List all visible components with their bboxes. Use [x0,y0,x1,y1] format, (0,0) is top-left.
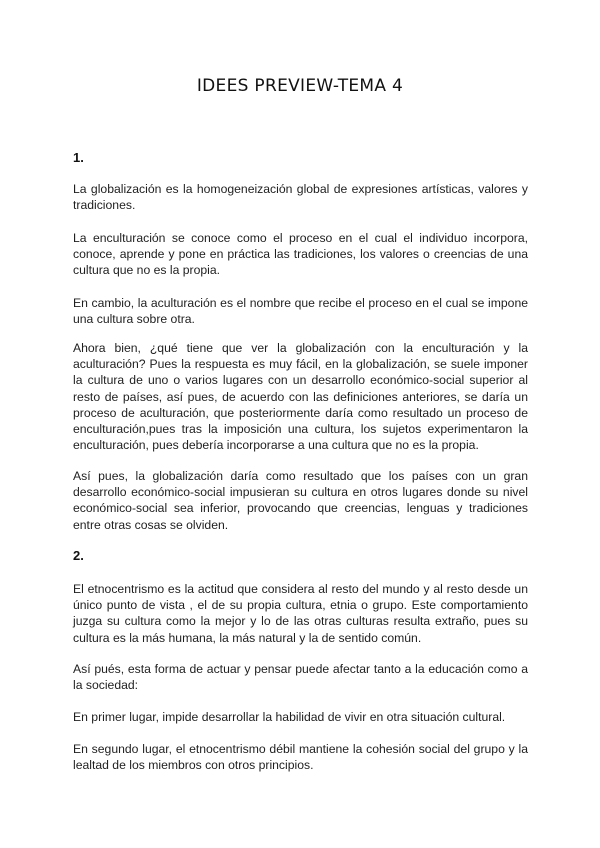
section-2-paragraph-4: En segundo lugar, el etnocentrismo débil mantiene la cohesión social del grupo y la lealtad de los miembros con otros principios. [73,742,528,773]
section-1-heading: 1. [73,150,84,165]
section-2-heading: 2. [73,548,84,563]
section-1-paragraph-3: En cambio, la aculturación es el nombre que recibe el proceso en el cual se impone una cultura sobre otra. [73,296,528,327]
document-title: IDEES PREVIEW-TEMA 4 [196,76,404,96]
section-1-paragraph-1: La globalización es la homogeneización global de expresiones artísticas, valores y tradiciones. [73,182,528,213]
section-2-paragraph-3: En primer lugar, impide desarrollar la habilidad de vivir en otra situación cultural. [73,710,506,724]
section-2-paragraph-2: Así pués, esta forma de actuar y pensar puede afectar tanto a la educación como a la sociedad: [73,662,528,693]
section-1-paragraph-4: Ahora bien, ¿qué tiene que ver la globalización con la enculturación y la aculturación? Pues la respuesta es muy fácil, en la globalización, se suele imponer la cultura de uno o varios lugares con un desarrollo económico-social superior al resto de países, así pues, de acuerdo con las definiciones anteriores, se daría un proceso de aculturación, que posteriormente daría como resultado un proceso de enculturación,pues tras la imposición una cultura, los sujetos experimentaron la enculturación, pues debería incorporarse a una cultura que no es la propia. [73,341,528,453]
section-2-paragraph-1: El etnocentrismo es la actitud que considera al resto del mundo y al resto desde un único punto de vista , el de su propia cultura, etnia o grupo. Este comportamiento juzga su cultura como la mejor y lo de las otras culturas resulta extraño, pues su cultura es la más humana, la más natural y la de sentido común. [73,582,528,645]
section-1-paragraph-5: Así pues, la globalización daría como resultado que los países con un gran desarrollo económico-social impusieran su cultura en otros lugares donde su nivel económico-social sea inferior, provocando que creencias, lenguas y tradiciones entre otras cosas se olviden. [73,469,528,532]
section-1-paragraph-2: La enculturación se conoce como el proceso en el cual el individuo incorpora, conoce, aprende y pone en práctica las tradiciones, los valores o creencias de una cultura que no es la propia. [73,231,528,278]
